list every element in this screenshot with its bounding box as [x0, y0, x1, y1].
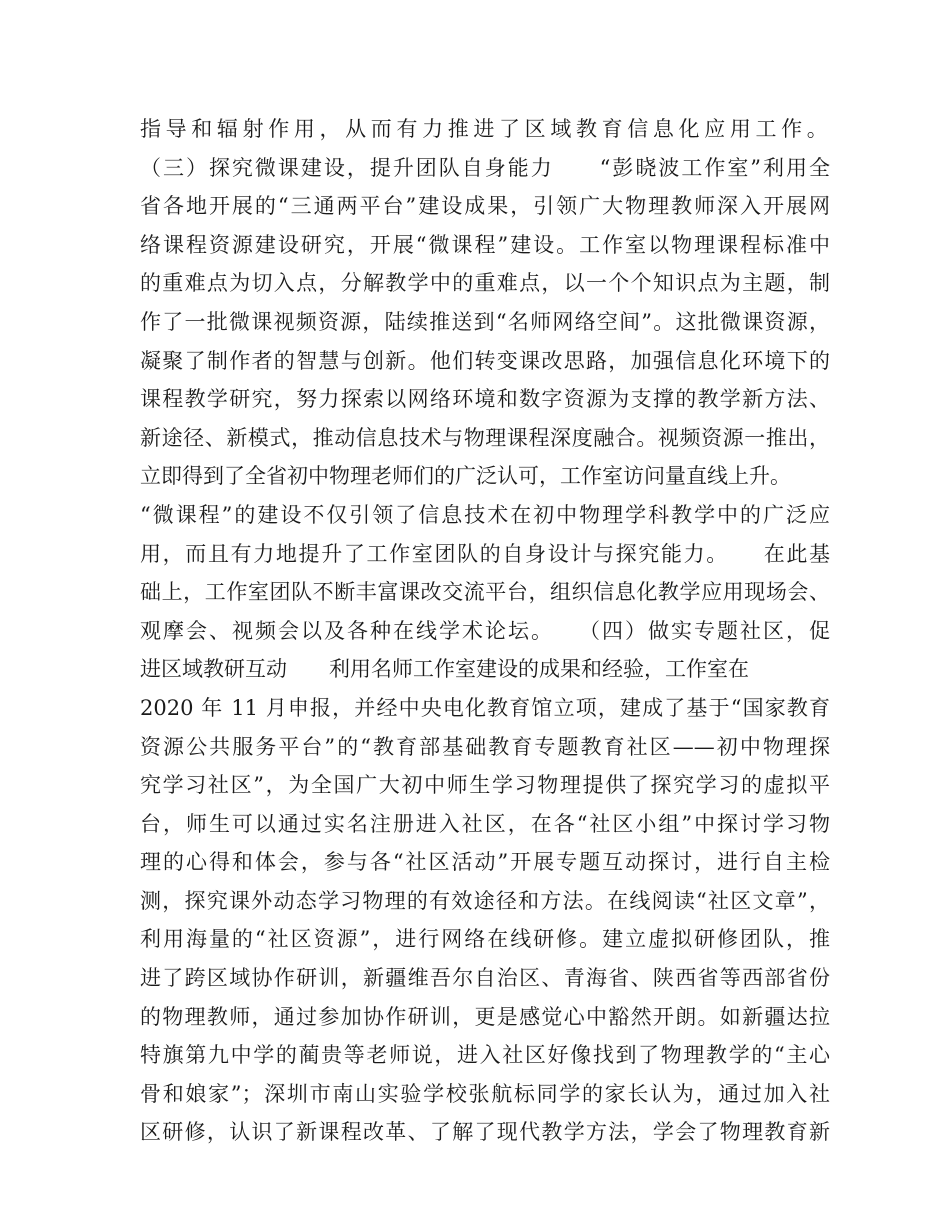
text-line-13: 础上，工作室团队不断丰富课改交流平台，组织信息化教学应用现场会、: [140, 580, 830, 605]
text-line-1: 指导和辐射作用，从而有力推进了区域教育信息化应用工作。: [140, 117, 830, 141]
text-line-14: 观摩会、视频会以及各种在线学术论坛。 （四）做实专题社区，促: [140, 618, 830, 643]
text-line-25: 特旗第九中学的蔺贵等老师说，进入社区好像找到了物理教学的“主心: [140, 1043, 830, 1068]
text-line-19: 台，师生可以通过实名注册进入社区，在各“社区小组”中探讨学习物: [140, 811, 830, 836]
text-line-21: 测，探究课外动态学习物理的有效途径和方法。在线阅读“社区文章”，: [140, 888, 830, 913]
text-line-26: 骨和娘家”；深圳市南山实验学校张航标同学的家长认为，通过加入社: [140, 1081, 830, 1106]
text-line-5: 的重难点为切入点，分解教学中的重难点，以一个个知识点为主题，制: [140, 271, 830, 296]
text-line-2: （三）探究微课建设，提升团队自身能力 “彭晓波工作室”利用全: [140, 155, 830, 180]
text-line-11: “微课程”的建设不仅引领了信息技术在初中物理学科教学中的广泛应: [140, 502, 830, 527]
text-line-16: 2020 年 11 月申报，并经中央电化教育馆立项，建成了基于“国家教育: [140, 695, 830, 720]
text-line-7: 凝聚了制作者的智慧与创新。他们转变课改思路，加强信息化环境下的: [140, 348, 830, 373]
text-line-9: 新途径、新模式，推动信息技术与物理课程深度融合。视频资源一推出，: [140, 425, 830, 450]
document-body: [140, 110, 830, 1152]
text-line-6: 作了一批微课视频资源，陆续推送到“名师网络空间”。这批微课资源，: [140, 309, 830, 334]
text-line-12: 用，而且有力地提升了工作室团队的自身设计与探究能力。 在此基: [140, 541, 830, 566]
text-line-22: 利用海量的“社区资源”，进行网络在线研修。建立虚拟研修团队，推: [140, 927, 830, 952]
text-line-23: 进了跨区域协作研训，新疆维吾尔自治区、青海省、陕西省等西部省份: [140, 966, 830, 991]
text-line-17: 资源公共服务平台”的“教育部基础教育专题教育社区——初中物理探: [140, 734, 830, 759]
text-line-15: 进区域教研互动 利用名师工作室建设的成果和经验，工作室在: [140, 657, 749, 682]
text-line-18: 究学习社区”，为全国广大初中师生学习物理提供了探究学习的虚拟平: [140, 773, 830, 798]
text-line-8: 课程教学研究，努力探索以网络环境和数字资源为支撑的教学新方法、: [140, 387, 830, 412]
text-line-20: 理的心得和体会，参与各“社区活动”开展专题互动探讨，进行自主检: [140, 850, 830, 875]
text-line-10: 立即得到了全省初中物理老师们的广泛认可，工作室访问量直线上升。: [140, 464, 791, 489]
text-line-24: 的物理教师，通过参加协作研训，更是感觉心中豁然开朗。如新疆达拉: [140, 1004, 830, 1029]
text-line-3: 省各地开展的“三通两平台”建设成果，引领广大物理教师深入开展网: [140, 194, 830, 219]
text-line-4: 络课程资源建设研究，开展“微课程”建设。工作室以物理课程标准中: [140, 232, 830, 257]
text-line-27: 区研修，认识了新课程改革、了解了现代教学方法，学会了物理教育新: [140, 1120, 830, 1145]
